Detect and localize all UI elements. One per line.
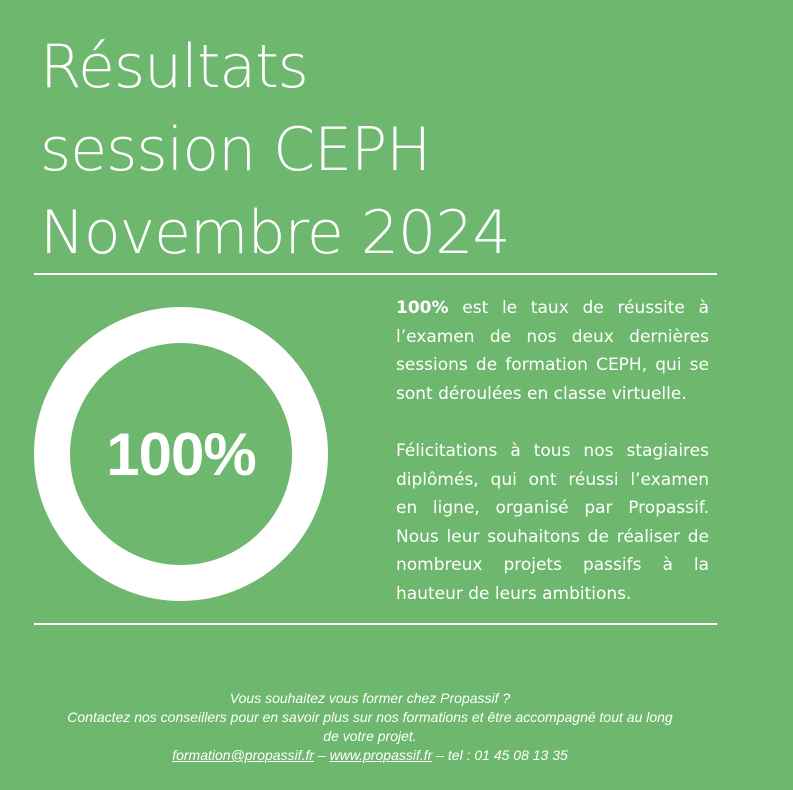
website-link[interactable]: www.propassif.fr <box>329 747 433 763</box>
footer-contact-line-2: de votre projet. <box>323 728 417 744</box>
success-rate-value: 100% <box>106 420 256 488</box>
congratulations-paragraph: Félicitations à tous nos stagiaires diplômés, qui ont réussi l’examen en ligne, organisé par Propassif. Nous leur souhaitons de réaliser de nombreux projets passifs à la hauteur de leurs ambitions. <box>396 441 709 604</box>
results-description <box>396 294 709 608</box>
results-paragraph <box>396 294 709 408</box>
results-paragraph-text: est le taux de réussite à l’examen de nos deux dernières sessions de formation CEPH, qui se sont déroulées en classe virtuelle. <box>396 298 709 404</box>
phone-number: tel : 01 45 08 13 35 <box>447 747 568 763</box>
footer-contact-links <box>30 746 710 765</box>
bottom-divider <box>34 623 717 625</box>
email-link[interactable]: formation@propassif.fr <box>172 747 315 763</box>
success-rate-gauge <box>34 307 328 601</box>
title-line-2: session CEPH <box>40 115 431 185</box>
contact-footer <box>30 689 710 765</box>
top-divider <box>34 273 717 275</box>
title-line-3: Novembre 2024 <box>40 198 510 268</box>
footer-contact-line-1: Contactez nos conseillers pour en savoir plus sur nos formations et être accompagné tout au long <box>67 709 673 725</box>
page-title <box>40 26 510 275</box>
footer-question: Vous souhaitez vous former chez Propassif ? <box>229 690 511 706</box>
footer-separator-2: – <box>432 747 448 763</box>
rate-highlight: 100% <box>396 298 449 318</box>
footer-separator-1: – <box>314 747 330 763</box>
title-line-1: Résultats <box>40 32 308 102</box>
